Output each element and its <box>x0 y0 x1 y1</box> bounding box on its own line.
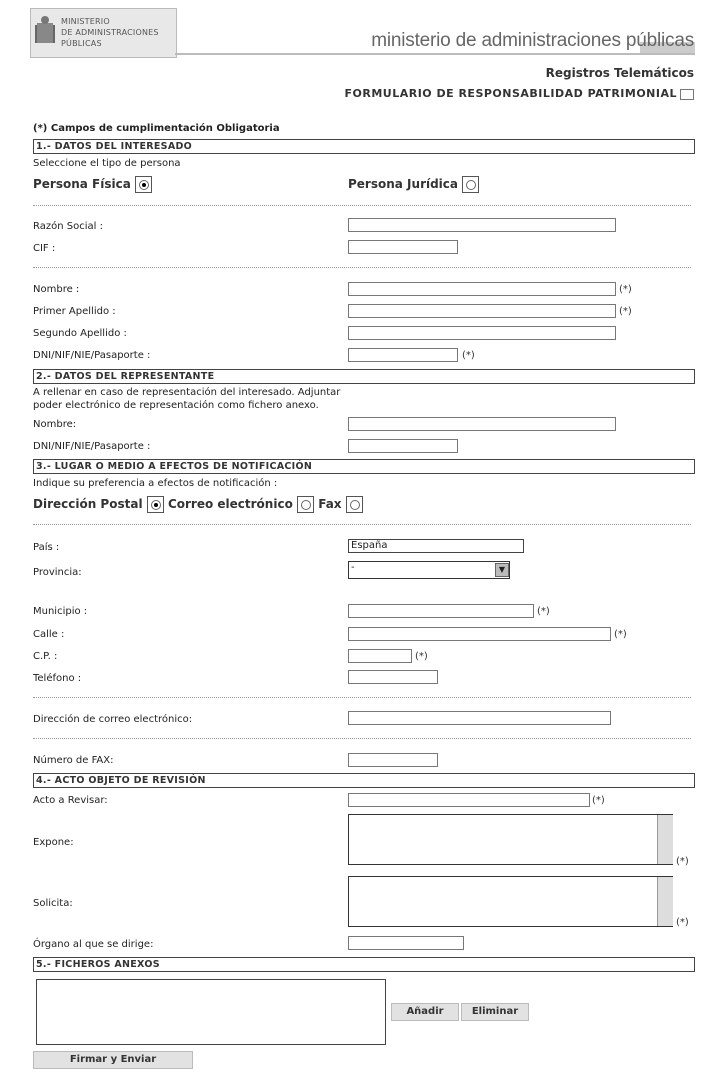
required-mark: (*) <box>676 917 689 928</box>
section-5-header: 5.- FICHEROS ANEXOS <box>33 957 695 972</box>
attachments-list[interactable] <box>36 979 386 1045</box>
logo-line-1: MINISTERIO <box>61 17 110 26</box>
ministry-logo <box>30 8 177 58</box>
cif-input[interactable] <box>348 240 458 254</box>
section-4-header: 4.- ACTO OBJETO DE REVISIÓN <box>33 773 695 788</box>
razon-social-input[interactable] <box>348 218 616 232</box>
fax-radio[interactable] <box>346 496 363 513</box>
provincia-label: Provincia: <box>33 567 82 578</box>
segundo-apellido-input[interactable] <box>348 326 616 340</box>
dni-label: DNI/NIF/NIE/Pasaporte : <box>33 350 151 361</box>
chevron-down-icon[interactable]: ▼ <box>495 563 509 577</box>
required-mark: (*) <box>415 651 428 662</box>
calle-label: Calle : <box>33 629 65 640</box>
provincia-select[interactable] <box>348 561 510 579</box>
email-option-label: Correo electrónico <box>167 497 293 511</box>
persona-fisica-label: Persona Física <box>33 177 131 191</box>
form-title-box <box>680 89 694 100</box>
solicita-label: Solicita: <box>33 898 73 909</box>
required-note: (*) Campos de cumplimentación Obligatoria <box>33 123 280 134</box>
pais-input[interactable]: España <box>348 539 524 553</box>
remove-attachment-button[interactable]: Eliminar <box>461 1003 529 1021</box>
organo-input[interactable] <box>348 936 464 950</box>
form-title <box>345 87 695 100</box>
logo-line-3: PÚBLICAS <box>61 39 102 48</box>
email-label: Dirección de correo electrónico: <box>33 714 193 725</box>
add-attachment-button[interactable]: Añadir <box>391 1003 459 1021</box>
telefono-input[interactable] <box>348 670 438 684</box>
registry-title: Registros Telemáticos <box>545 66 694 80</box>
coat-of-arms-icon <box>35 15 55 49</box>
nombre-input[interactable] <box>348 282 616 296</box>
municipio-label: Municipio : <box>33 606 88 617</box>
acto-input[interactable] <box>348 793 590 807</box>
notification-pref-label: Indique su preferencia a efectos de notificación : <box>33 478 278 489</box>
representative-note-2: poder electrónico de representación como fichero anexo. <box>33 400 319 411</box>
persona-juridica-radio[interactable] <box>462 176 479 193</box>
dni-input[interactable] <box>348 348 458 362</box>
separator <box>33 524 691 525</box>
razon-social-label: Razón Social : <box>33 221 103 232</box>
select-person-type-label: Seleccione el tipo de persona <box>33 158 181 169</box>
required-mark: (*) <box>619 306 632 317</box>
acto-label: Acto a Revisar: <box>33 795 108 806</box>
municipio-input[interactable] <box>348 604 534 618</box>
cif-label: CIF : <box>33 243 56 254</box>
expone-textarea[interactable] <box>348 814 673 865</box>
persona-juridica-option[interactable] <box>348 176 479 193</box>
separator <box>33 267 691 268</box>
required-mark: (*) <box>619 284 632 295</box>
expone-scrollbar[interactable] <box>657 815 673 864</box>
required-mark: (*) <box>462 350 475 361</box>
organo-label: Órgano al que se dirige: <box>33 939 154 950</box>
solicita-textarea[interactable] <box>348 876 673 927</box>
header-line <box>175 53 695 55</box>
primer-apellido-input[interactable] <box>348 304 616 318</box>
primer-apellido-label: Primer Apellido : <box>33 306 116 317</box>
postal-radio[interactable] <box>147 496 164 513</box>
provincia-value: - <box>351 562 355 573</box>
separator <box>33 738 691 739</box>
logo-line-2: DE ADMINISTRACIONES <box>61 28 159 37</box>
persona-fisica-option[interactable] <box>33 176 152 193</box>
required-mark: (*) <box>614 629 627 640</box>
notification-options <box>33 496 363 513</box>
rep-dni-label: DNI/NIF/NIE/Pasaporte : <box>33 441 151 452</box>
persona-fisica-radio[interactable] <box>135 176 152 193</box>
fax-input[interactable] <box>348 753 438 767</box>
fax-option-label: Fax <box>318 497 342 511</box>
calle-input[interactable] <box>348 627 611 641</box>
separator <box>33 205 691 206</box>
fax-label: Número de FAX: <box>33 755 114 766</box>
segundo-apellido-label: Segundo Apellido : <box>33 328 127 339</box>
rep-nombre-label: Nombre: <box>33 419 77 430</box>
section-3-header: 3.- LUGAR O MEDIO A EFECTOS DE NOTIFICACIÓN <box>33 459 695 474</box>
section-1-header: 1.- DATOS DEL INTERESADO <box>33 139 695 154</box>
sign-and-send-button[interactable]: Firmar y Enviar <box>33 1051 193 1069</box>
separator <box>33 697 691 698</box>
required-mark: (*) <box>592 795 605 806</box>
nombre-label: Nombre : <box>33 284 80 295</box>
solicita-scrollbar[interactable] <box>657 877 673 926</box>
ministry-name: ministerio de administraciones públicas <box>371 30 694 51</box>
persona-juridica-label: Persona Jurídica <box>348 177 459 191</box>
expone-label: Expone: <box>33 837 74 848</box>
email-radio[interactable] <box>297 496 314 513</box>
email-input[interactable] <box>348 711 611 725</box>
representative-note-1: A rellenar en caso de representación del interesado. Adjuntar <box>33 387 341 398</box>
pais-label: País : <box>33 542 60 553</box>
form-title-text: FORMULARIO DE RESPONSABILIDAD PATRIMONIAL <box>344 87 677 100</box>
required-mark: (*) <box>537 606 550 617</box>
rep-dni-input[interactable] <box>348 439 458 453</box>
required-mark: (*) <box>676 856 689 867</box>
postal-label: Dirección Postal <box>33 497 143 511</box>
rep-nombre-input[interactable] <box>348 417 616 431</box>
telefono-label: Teléfono : <box>33 673 82 684</box>
cp-input[interactable] <box>348 649 412 663</box>
section-2-header: 2.- DATOS DEL REPRESENTANTE <box>33 369 695 384</box>
cp-label: C.P. : <box>33 651 58 662</box>
